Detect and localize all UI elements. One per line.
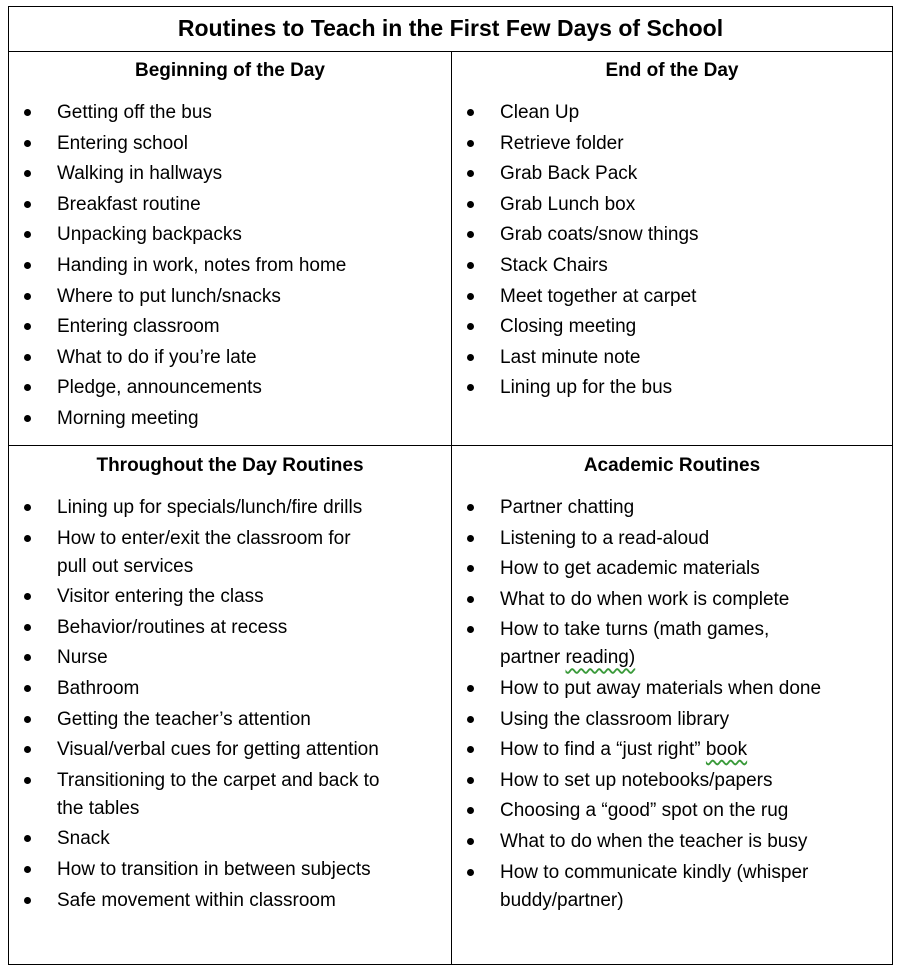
list-item — [9, 675, 451, 703]
list-item-text: Bathroom — [57, 677, 140, 699]
list-item — [452, 828, 892, 856]
bullet-icon — [467, 838, 474, 845]
bullet-icon — [467, 535, 474, 542]
list-item — [452, 797, 892, 825]
list-item — [9, 825, 451, 853]
routine-list — [9, 99, 451, 433]
bullet-icon — [24, 777, 31, 784]
list-item — [452, 252, 892, 280]
bullet-icon — [467, 323, 474, 330]
list-item-text: Visual/verbal cues for getting attention — [57, 739, 379, 761]
list-item-text: Getting the teacher’s attention — [57, 708, 311, 730]
bullet-icon — [24, 535, 31, 542]
spellcheck-flagged-word: book — [705, 739, 748, 761]
list-item — [9, 252, 451, 280]
routine-list — [9, 494, 451, 915]
bullet-icon — [24, 201, 31, 208]
spellcheck-flagged-word: reading) — [565, 647, 636, 669]
list-item-text: What to do when work is complete — [500, 588, 790, 610]
bullet-icon — [24, 716, 31, 723]
list-item-text: Stack Chairs — [500, 254, 608, 276]
list-item-text: Nurse — [57, 647, 108, 669]
list-item-text: What to do when the teacher is busy — [500, 830, 808, 852]
list-item — [9, 706, 451, 734]
list-item — [452, 313, 892, 341]
list-item-text: How to find a “just right” — [500, 739, 706, 761]
list-item — [9, 191, 451, 219]
list-item — [452, 616, 892, 672]
bullet-icon — [467, 170, 474, 177]
list-item-text: How to take turns (math games, partner — [500, 619, 770, 669]
list-item — [9, 374, 451, 402]
bullet-icon — [467, 746, 474, 753]
list-item — [9, 767, 451, 823]
list-item — [9, 583, 451, 611]
bullet-icon — [24, 354, 31, 361]
list-item — [9, 313, 451, 341]
list-item-text: Lining up for specials/lunch/fire drills — [57, 497, 363, 518]
table-title: Routines to Teach in the First Few Days of School — [9, 7, 892, 52]
bullet-icon — [24, 170, 31, 177]
bullet-icon — [467, 807, 474, 814]
bullet-icon — [467, 140, 474, 147]
bullet-icon — [467, 596, 474, 603]
bullet-icon — [24, 504, 31, 511]
list-item-text: What to do if you’re late — [57, 346, 257, 368]
list-item-text: Clean Up — [500, 102, 580, 123]
bullet-icon — [24, 109, 31, 116]
routine-list — [452, 99, 892, 402]
list-item — [452, 736, 892, 764]
list-item — [452, 555, 892, 583]
list-item — [452, 706, 892, 734]
bullet-icon — [24, 293, 31, 300]
list-item-text: Meet together at carpet — [500, 285, 697, 307]
bullet-icon — [24, 746, 31, 753]
list-item-text: Morning meeting — [57, 407, 199, 429]
bullet-icon — [467, 504, 474, 511]
list-item-text: Listening to a read-aloud — [500, 527, 710, 549]
list-item-text: Lining up for the bus — [500, 377, 673, 399]
list-item-text: Handing in work, notes from home — [57, 254, 347, 276]
list-item — [452, 525, 892, 553]
bullet-icon — [24, 384, 31, 391]
section-academic — [452, 446, 892, 964]
list-item — [452, 494, 892, 522]
bullet-icon — [24, 262, 31, 269]
list-item-text: Grab Lunch box — [500, 193, 636, 215]
section-heading: Throughout the Day Routines — [96, 455, 364, 476]
bullet-icon — [24, 624, 31, 631]
list-item-text: Unpacking backpacks — [57, 224, 242, 246]
bullet-icon — [24, 866, 31, 873]
list-item-text: Safe movement within classroom — [57, 889, 336, 911]
list-item-text: How to get academic materials — [500, 558, 760, 580]
list-item-text: Grab coats/snow things — [500, 224, 699, 246]
list-item — [9, 283, 451, 311]
list-item — [9, 525, 451, 581]
list-item-text: Breakfast routine — [57, 193, 201, 215]
bullet-icon — [24, 415, 31, 422]
section-end-of-day — [452, 51, 892, 446]
bullet-icon — [467, 777, 474, 784]
bullet-icon — [24, 140, 31, 147]
bullet-icon — [467, 869, 474, 876]
section-beginning-of-day — [9, 51, 452, 446]
section-heading: End of the Day — [605, 60, 739, 81]
bullet-icon — [24, 323, 31, 330]
section-heading: Beginning of the Day — [135, 60, 325, 81]
routine-list — [452, 494, 892, 915]
list-item — [452, 675, 892, 703]
list-item — [9, 887, 451, 915]
list-item — [9, 221, 451, 249]
list-item — [9, 405, 451, 433]
list-item-text: How to set up notebooks/papers — [500, 769, 773, 791]
list-item-text: Choosing a “good” spot on the rug — [500, 800, 789, 822]
list-item-text: Entering classroom — [57, 316, 220, 338]
bullet-icon — [24, 685, 31, 692]
list-item — [9, 99, 451, 127]
bullet-icon — [467, 354, 474, 361]
bullet-icon — [467, 716, 474, 723]
list-item-text: How to transition in between subjects — [57, 858, 371, 880]
bullet-icon — [467, 384, 474, 391]
bullet-icon — [467, 565, 474, 572]
list-item-text: Behavior/routines at recess — [57, 616, 288, 638]
list-item-text: Entering school — [57, 132, 188, 154]
list-item-text: Pledge, announcements — [57, 377, 262, 399]
list-item — [9, 736, 451, 764]
list-item-text: Where to put lunch/snacks — [57, 285, 281, 307]
bullet-icon — [24, 897, 31, 904]
list-item — [452, 767, 892, 795]
list-item — [9, 494, 451, 522]
list-item — [452, 191, 892, 219]
list-item — [452, 586, 892, 614]
list-item — [452, 859, 892, 915]
bullet-icon — [24, 593, 31, 600]
list-item — [9, 614, 451, 642]
list-item — [9, 644, 451, 672]
bullet-icon — [467, 262, 474, 269]
bullet-icon — [24, 231, 31, 238]
list-item-text: Using the classroom library — [500, 708, 730, 730]
bullet-icon — [467, 293, 474, 300]
list-item-text: How to enter/exit the classroom for pull out services — [57, 527, 351, 577]
bullet-icon — [24, 654, 31, 661]
list-item — [9, 130, 451, 158]
section-throughout-day — [9, 446, 452, 964]
list-item — [452, 344, 892, 372]
list-item-text: Grab Back Pack — [500, 163, 638, 185]
bullet-icon — [467, 109, 474, 116]
list-item — [9, 344, 451, 372]
bullet-icon — [467, 231, 474, 238]
list-item-text: Partner chatting — [500, 497, 635, 518]
list-item-text: How to communicate kindly (whisper buddy/partner) — [500, 861, 809, 911]
list-item — [452, 221, 892, 249]
routines-table — [8, 6, 893, 965]
bullet-icon — [467, 626, 474, 633]
list-item-text: Getting off the bus — [57, 102, 212, 123]
list-item — [452, 99, 892, 127]
bullet-icon — [467, 201, 474, 208]
bullet-icon — [24, 835, 31, 842]
list-item-text: Walking in hallways — [57, 163, 223, 185]
list-item-text: Closing meeting — [500, 316, 637, 338]
list-item-text: Visitor entering the class — [57, 586, 264, 608]
list-item — [9, 856, 451, 884]
section-heading: Academic Routines — [583, 455, 761, 476]
list-item-text: Last minute note — [500, 346, 641, 368]
list-item — [452, 283, 892, 311]
list-item-text: Retrieve folder — [500, 132, 624, 154]
list-item — [452, 130, 892, 158]
bullet-icon — [467, 685, 474, 692]
list-item-text: Transitioning to the carpet and back to the tables — [57, 769, 380, 819]
list-item — [9, 160, 451, 188]
list-item — [452, 160, 892, 188]
list-item-text: How to put away materials when done — [500, 677, 822, 699]
list-item — [452, 374, 892, 402]
list-item-text: Snack — [57, 828, 110, 850]
